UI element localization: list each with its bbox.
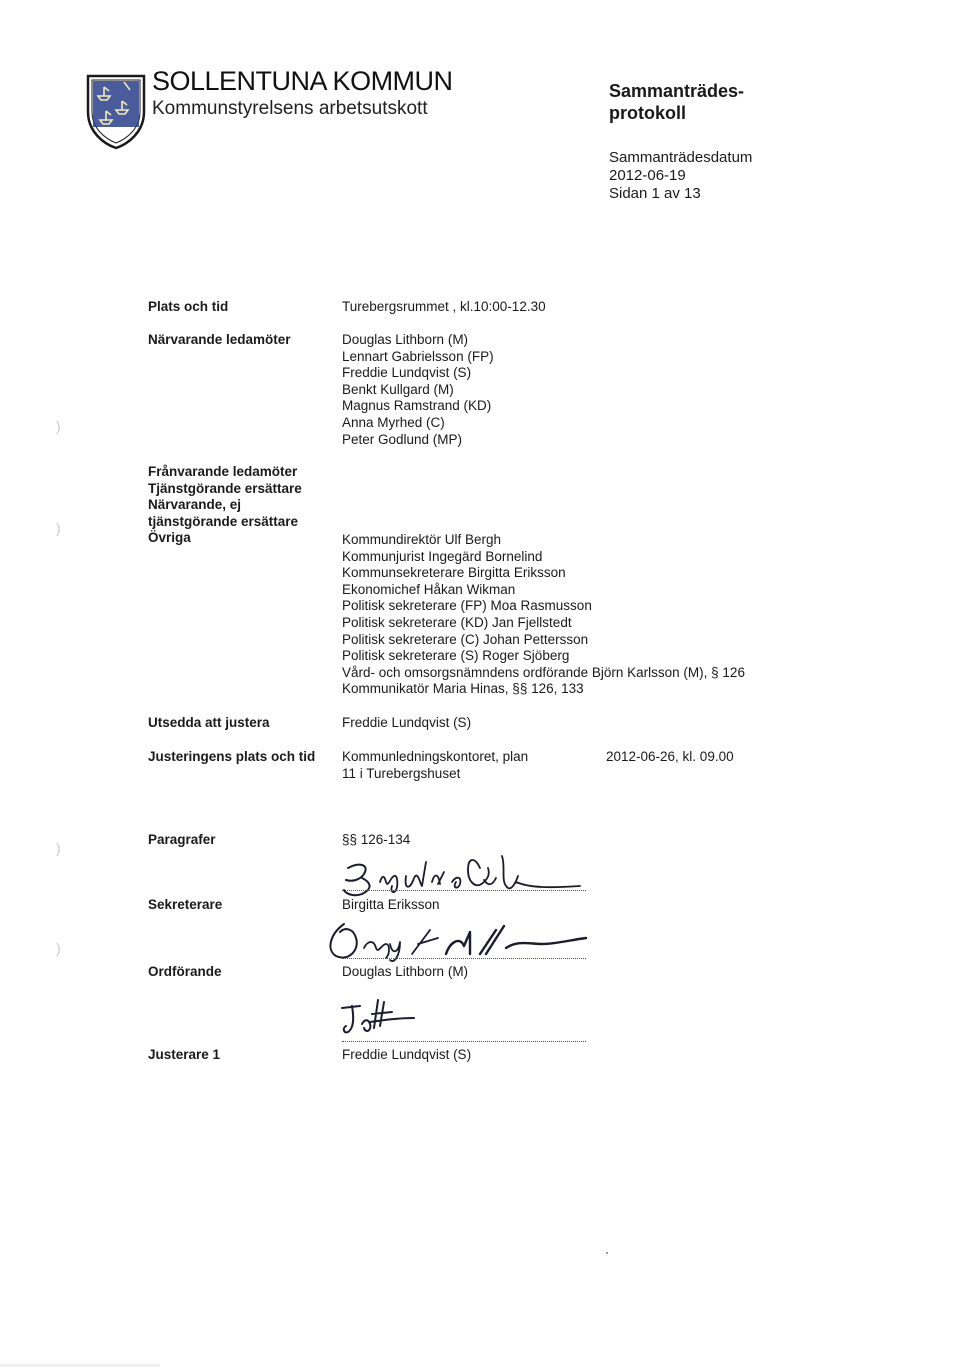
list-item: Peter Godlund (MP): [342, 431, 463, 447]
organization-subtitle: Kommunstyrelsens arbetsutskott: [152, 98, 428, 119]
scan-mark-icon: ): [56, 840, 61, 856]
present-non-serving-label: Närvarande, ej: [148, 497, 242, 512]
scan-edge: [0, 1364, 160, 1367]
adjustment-place-line-2: 11 i Turebergshuset: [342, 765, 461, 781]
secretary-name: Birgitta Eriksson: [342, 897, 440, 912]
others-label: Övriga: [148, 530, 191, 545]
document-type: [609, 80, 809, 124]
place-time-value: Turebergsrummet , kl.10:00-12.30: [342, 299, 546, 314]
adjuster-value: Freddie Lundqvist (S): [342, 715, 472, 730]
list-item: Ekonomichef Håkan Wikman: [342, 581, 516, 597]
serving-substitutes-label: Tjänstgörande ersättare: [148, 480, 302, 496]
list-item: Politisk sekreterare (S) Roger Sjöberg: [342, 648, 570, 664]
scan-mark-icon: ): [56, 940, 61, 956]
list-item: Politisk sekreterare (KD) Jan Fjellstedt: [342, 614, 572, 630]
adjuster-label: Utsedda att justera: [148, 715, 270, 730]
list-item: Kommunikatör Maria Hinas, §§ 126, 133: [342, 681, 584, 697]
meeting-date: 2012-06-19: [609, 167, 686, 184]
adjuster-signature-label: Justerare 1: [148, 1047, 221, 1062]
adjustment-place-value: [342, 749, 528, 782]
list-item: Politisk sekreterare (C) Johan Pettersson: [342, 631, 589, 647]
organization-name: SOLLENTUNA KOMMUN: [152, 66, 453, 96]
list-item: Douglas Lithborn (M): [342, 332, 469, 347]
list-item: Kommunsekreterare Birgitta Eriksson: [342, 565, 566, 581]
list-item: Kommundirektör Ulf Bergh: [342, 532, 502, 547]
adjuster-signature-line: [342, 1041, 586, 1042]
absent-members-label: Frånvarande ledamöter: [148, 464, 298, 479]
secretary-label: Sekreterare: [148, 897, 223, 912]
list-item: Anna Myrhed (C): [342, 414, 445, 430]
scan-mark-icon: ): [56, 418, 61, 434]
role-labels: [148, 464, 302, 547]
scan-mark-icon: ): [56, 520, 61, 536]
others-list: [342, 532, 745, 698]
chair-signature-line: [342, 958, 586, 959]
paragraphs-value: §§ 126-134: [342, 832, 411, 847]
adjustment-time: 2012-06-26, kl. 09.00: [606, 749, 734, 764]
page-number: Sidan 1 av 13: [609, 185, 701, 202]
document-type-line-1: Sammanträdes-: [609, 81, 745, 101]
present-members-label: Närvarande ledamöter: [148, 332, 291, 347]
list-item: Politisk sekreterare (FP) Moa Rasmusson: [342, 598, 592, 614]
secretary-signature-line: [342, 890, 586, 891]
meeting-date-label: Sammanträdesdatum: [609, 149, 753, 166]
paragraphs-label: Paragrafer: [148, 832, 216, 847]
adjuster-signature: [340, 998, 420, 1044]
list-item: Lennart Gabrielsson (FP): [342, 348, 494, 364]
scan-dot: [606, 1252, 608, 1254]
adjustment-place-line-1: Kommunledningskontoret, plan: [342, 749, 529, 764]
municipal-crest-icon: [84, 72, 148, 150]
document-meta: [609, 149, 752, 203]
adjuster-signature-name: Freddie Lundqvist (S): [342, 1047, 472, 1062]
chair-name: Douglas Lithborn (M): [342, 964, 469, 979]
chair-signature: [320, 914, 600, 968]
adjustment-place-label: Justeringens plats och tid: [148, 749, 316, 764]
list-item: Magnus Ramstrand (KD): [342, 398, 492, 414]
chair-label: Ordförande: [148, 964, 222, 979]
list-item: Benkt Kullgard (M): [342, 381, 454, 397]
present-members-list: [342, 332, 494, 448]
place-time-label: Plats och tid: [148, 299, 229, 314]
list-item: Kommunjurist Ingegärd Bornelind: [342, 548, 543, 564]
present-non-serving-label-cont: tjänstgörande ersättare: [148, 513, 299, 529]
list-item: Freddie Lundqvist (S): [342, 365, 472, 381]
list-item: Vård- och omsorgsnämndens ordförande Björn Karlsson (M), § 126: [342, 664, 745, 680]
document-type-line-2: protokoll: [609, 103, 686, 123]
